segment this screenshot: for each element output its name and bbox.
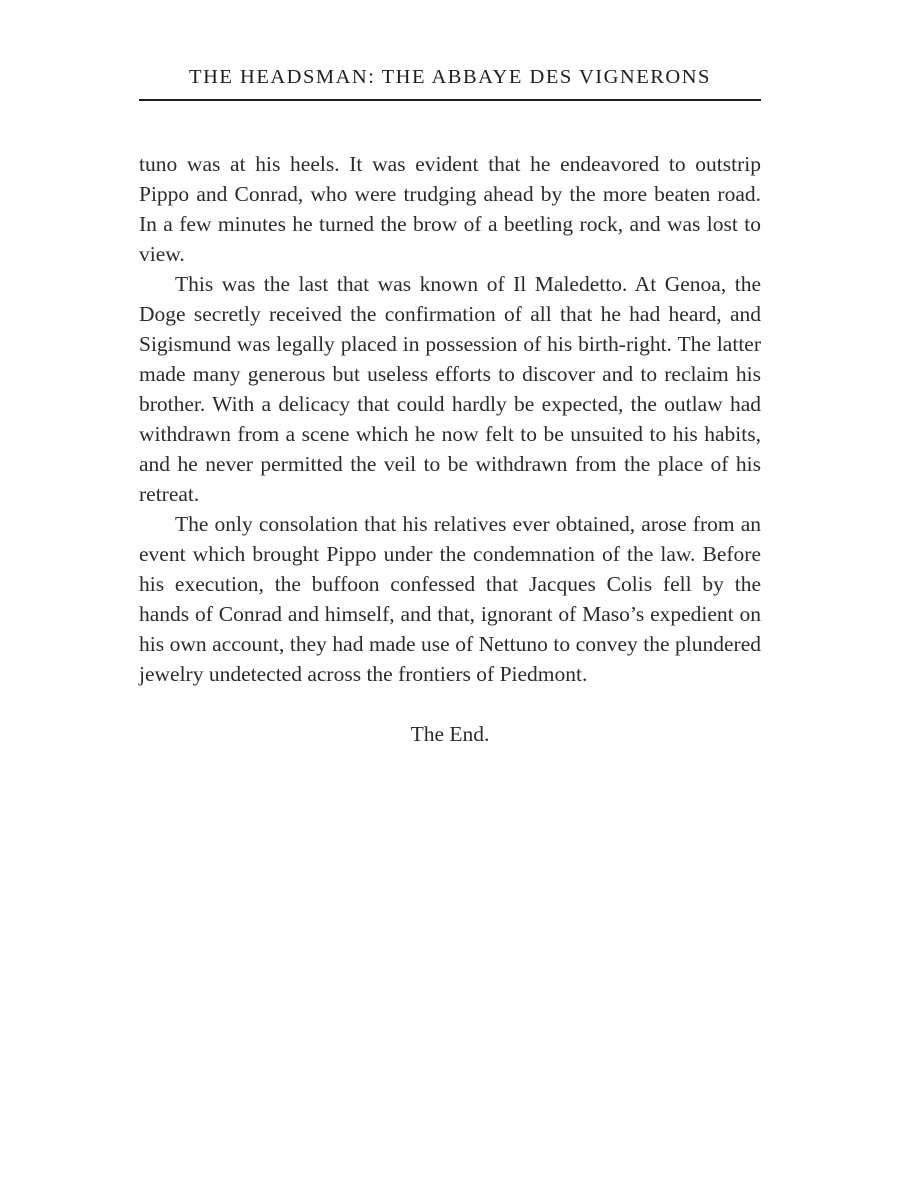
- paragraph: The only consolation that his relatives ever obtained, arose from an event which brought Pippo under the condemnation of the law. Before his execution, the buffoon confessed that Jacques Colis fell by the hands of Conrad and himself, and that, ignorant of Maso’s expedient on his own account, they had made use of Nettuno to convey the plundered jewelry undetected across the frontiers of Piedmont.: [139, 512, 761, 686]
- page-content: [139, 0, 761, 749]
- body-text: [139, 149, 761, 689]
- header-rule: [139, 99, 761, 101]
- paragraph: tuno was at his heels. It was evident that he endeavored to outstrip Pippo and Conrad, who were trudging ahead by the more beaten road. In a few minutes he turned the brow of a beetling rock, and was lost to view.: [139, 152, 761, 266]
- the-end-label: The End.: [410, 722, 490, 746]
- paragraph: This was the last that was known of Il Maledetto. At Genoa, the Doge secretly received the confirmation of all that he had heard, and Sigismund was legally placed in possession of his birth-right. The latter made many generous but useless efforts to discover and to reclaim his brother. With a delicacy that could hardly be expected, the outlaw had withdrawn from a scene which he now felt to be unsuited to his habits, and he never permitted the veil to be withdrawn from the place of his retreat.: [139, 272, 761, 506]
- running-head-title: THE HEADSMAN: THE ABBAYE DES VIGNERONS: [189, 66, 711, 88]
